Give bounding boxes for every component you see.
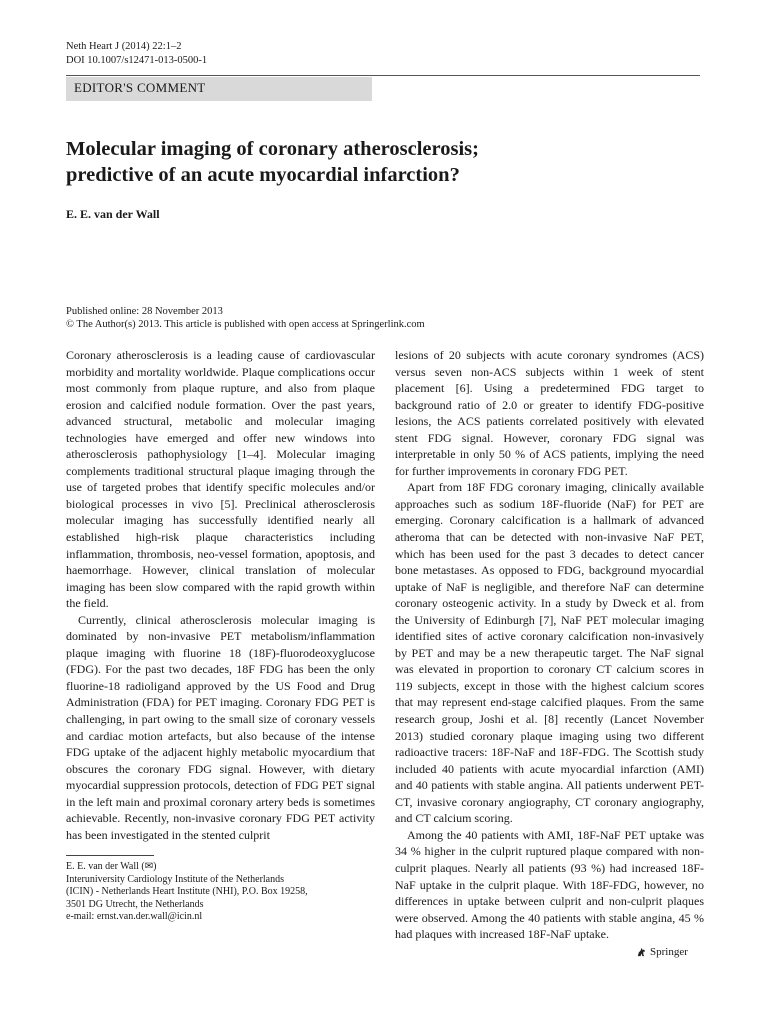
header-rule <box>66 75 700 76</box>
footnote-author: E. E. van der Wall (✉) <box>66 861 157 872</box>
springer-horse-icon <box>636 947 647 958</box>
affiliation-line: Interuniversity Cardiology Institute of the Netherlands <box>66 873 285 885</box>
publication-info <box>66 305 425 331</box>
publisher-name: Springer <box>650 946 688 958</box>
title-line-1: Molecular imaging of coronary atherosclerosis; <box>66 138 479 160</box>
open-access-note: © The Author(s) 2013. This article is published with open access at Springerlink.com <box>66 319 425 330</box>
body-column-left <box>66 347 375 843</box>
author-email[interactable]: e-mail: ernst.van.der.wall@icin.nl <box>66 911 203 923</box>
title-line-2: predictive of an acute myocardial infarction? <box>66 164 460 186</box>
paragraph: Currently, clinical atherosclerosis molecular imaging is dominated by non-invasive PET metabolism/inflammation plaque imaging with fluorine 18 (18F)-fluorodeoxyglucose (FDG). For the past two decades, 18F FDG has been the only fluorine-18 radioligand approved by the US Food and Drug Administration (FDA) for PET imaging. Coronary FDG PET is challenging, in part owing to the small size of coronary vessels and cardiac motion artefacts, but also because of the intense FDG uptake of the adjacent highly metabolic myocardium that obscures the coronary FDG signal. However, with dietary myocardial suppression protocols, detection of FDG PET signal in the left main and proximal coronary artery beds is sometimes achievable. Recently, non-invasive coronary FDG PET activity has been investigated in the stented culprit <box>66 612 375 842</box>
article-title <box>66 136 706 188</box>
affiliation-line: (ICIN) - Netherlands Heart Institute (NHI), P.O. Box 19258, <box>66 886 308 898</box>
paragraph: lesions of 20 subjects with acute coronary syndromes (ACS) versus seven non-ACS subjects within 1 week of stent placement [6]. Using a predetermined FDG target to background ratio of 2.0 or greater to identify FDG-positive lesions, the ACS patients correlated positively with elevated stent FDG signal. However, coronary FDG signal was interpretable in only 50 % of ACS patients, implying the need for further improvements in coronary FDG PET. <box>395 348 704 478</box>
journal-citation <box>66 40 207 68</box>
publisher-mark <box>636 946 688 958</box>
author-byline: E. E. van der Wall <box>66 207 160 221</box>
footnote-rule <box>66 855 154 856</box>
body-column-right <box>395 347 704 943</box>
paragraph: Among the 40 patients with AMI, 18F-NaF PET uptake was 34 % higher in the culprit ruptured plaque compared with non-culprit plaques. Nearly all patients (93 %) had increased 18F-NaF uptake in the culprit plaque. With 18F-FDG, however, no differences in uptake between culprit and non-culprit plaques were observed. Among the 40 patients with stable angina, 45 % had plaques with increased 18F-NaF uptake. <box>395 827 704 942</box>
affiliation-line: 3501 DG Utrecht, the Netherlands <box>66 898 204 910</box>
journal-volume-line: Neth Heart J (2014) 22:1–2 <box>66 41 182 52</box>
paragraph: Apart from 18F FDG coronary imaging, clinically available approaches such as sodium 18F-fluoride (NaF) for PET are emerging. Coronary calcification is a hallmark of advanced atheroma that can be detected with non-invasive NaF PET, which has been used for the past 3 decades to detect cancer bone metastases. As opposed to FDG, background myocardial uptake of NaF is negligible, and therefore NaF can determine coronary osteogenic activity. In a study by Dweck et al. from the University of Edinburgh [7], NaF PET molecular imaging identified sites of active coronary calcification non-invasively by PET and may be a new therapeutic target. The NaF signal was elevated in proportion to coronary CT calcium scores in 119 subjects, except in those with the highest calcium scores that may represent end-stage calcified plaques. From the same research group, Joshi et al. [8] recently (Lancet November 2013) studied coronary plaque imaging using two different radioactive tracers: 18F-NaF and 18F-FDG. The Scottish study included 40 patients with acute myocardial infarction (AMI) and 40 patients with stable angina. All patients underwent PET-CT, invasive coronary angiography, CT coronary angiography, and CT calcium scoring. <box>395 480 704 826</box>
author-affiliation-footnote <box>66 861 376 924</box>
published-online: Published online: 28 November 2013 <box>66 306 223 317</box>
doi-line: DOI 10.1007/s12471-013-0500-1 <box>66 55 208 66</box>
paragraph: Coronary atherosclerosis is a leading cause of cardiovascular morbidity and mortality worldwide. Plaque complications occur most commonly from plaque rupture, and also from plaque erosion and calcified nodule formation. Over the past years, advanced structural, metabolic and molecular imaging technologies have emerged and offer new windows into atherosclerosis pathophysiology [1–4]. Molecular imaging complements traditional structural plaque imaging through the use of targeted probes that identify specific molecules and/or biological processes in vivo [5]. Preclinical atherosclerosis molecular imaging has successfully identified nearly all established high-risk plaque characteristics including inflammation, thrombosis, neo-vessel formation, apoptosis, and haemorrhage. However, clinical translation of molecular imaging has been slow compared with the rapid growth within the field. <box>66 348 375 611</box>
section-label: EDITOR'S COMMENT <box>66 77 372 101</box>
